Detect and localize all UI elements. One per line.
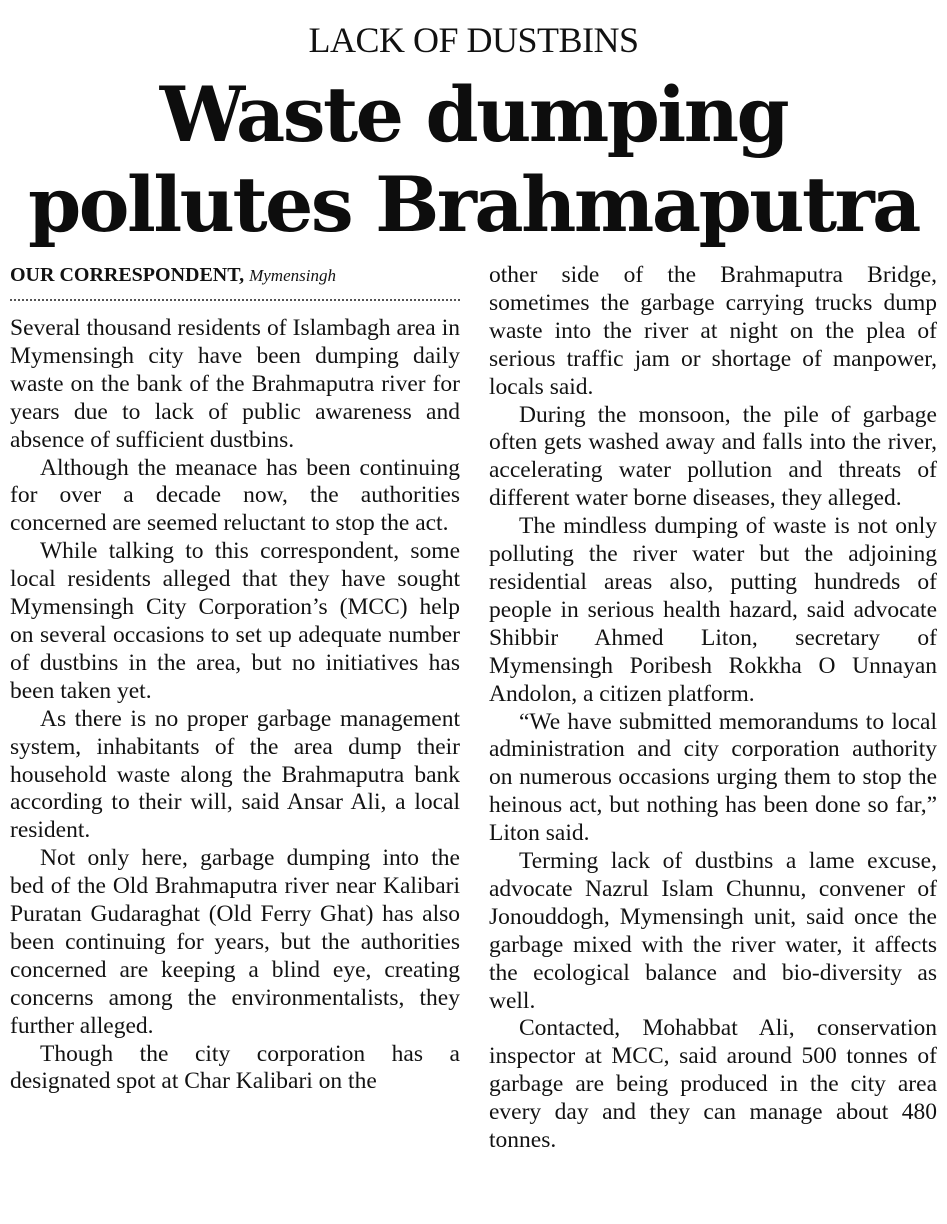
article-column-right bbox=[489, 262, 937, 1155]
byline-author: OUR CORRESPONDENT, bbox=[10, 264, 245, 286]
article-column-left bbox=[10, 262, 460, 1096]
paragraph: Several thousand residents of Islambagh area in Mymensingh city have been dumping daily waste on the bank of the Brahmaputra river for years due to lack of public awareness and absence of sufficient dustbins. bbox=[10, 315, 460, 453]
paragraph: Terming lack of dustbins a lame excuse, advocate Nazrul Islam Chunnu, convener of Jonouddogh, Mymensingh unit, said once the garbage mixed with the river water, it affects the ecological balance and bio-diversity as well. bbox=[489, 848, 937, 1014]
paragraph: While talking to this correspondent, some local residents alleged that they have sought Mymensingh City Corporation’s (MCC) help on several occasions to set up adequate number of dustbins in the area, but no initiatives has been taken yet. bbox=[10, 538, 460, 704]
byline-divider bbox=[10, 299, 460, 301]
paragraph: Although the meanace has been continuing for over a decade now, the authorities concerned are seemed reluctant to stop the act. bbox=[10, 454, 460, 537]
article-kicker: LACK OF DUSTBINS bbox=[308, 20, 639, 60]
paragraph: Not only here, garbage dumping into the bed of the Old Brahmaputra river near Kalibari Puratan Gudaraghat (Old Ferry Ghat) has also been continuing for years, but the authorities concerned are keeping a blind eye, creating concerns among the environmentalists, they further alleged. bbox=[10, 845, 460, 1039]
paragraph: As there is no proper garbage management system, inhabitants of the area dump their household waste along the Brahmaputra bank according to their will, said Ansar Ali, a local resident. bbox=[10, 705, 460, 844]
paragraph: other side of the Brahmaputra Bridge, sometimes the garbage carrying trucks dump waste into the river at night on the plea of serious traffic jam or shortage of manpower, locals said. bbox=[489, 262, 937, 400]
paragraph: “We have submitted memorandums to local administration and city corporation authority on numerous occasions urging them to stop the heinous act, but nothing has been done so far,” Liton said. bbox=[489, 708, 937, 847]
paragraph: The mindless dumping of waste is not only polluting the river water but the adjoining residential areas also, putting hundreds of people in serious health hazard, said advocate Shibbir Ahmed Liton, secretary of Mymensingh Poribesh Rokkha O Unnayan Andolon, a citizen platform. bbox=[489, 513, 937, 707]
paragraph: Though the city corporation has a designated spot at Char Kalibari on the bbox=[10, 1040, 460, 1095]
byline bbox=[10, 262, 460, 289]
article-headline: Waste dumping pollutes Brahmaputra bbox=[28, 70, 919, 249]
paragraph: Contacted, Mohabbat Ali, conservation inspector at MCC, said around 500 tonnes of garbage are being produced in the city area every day and they can manage about 480 tonnes. bbox=[489, 1015, 937, 1154]
byline-place: Mymensingh bbox=[249, 266, 336, 285]
paragraph: During the monsoon, the pile of garbage often gets washed away and falls into the river, accelerating water pollution and threats of different water borne diseases, they alleged. bbox=[489, 401, 937, 512]
